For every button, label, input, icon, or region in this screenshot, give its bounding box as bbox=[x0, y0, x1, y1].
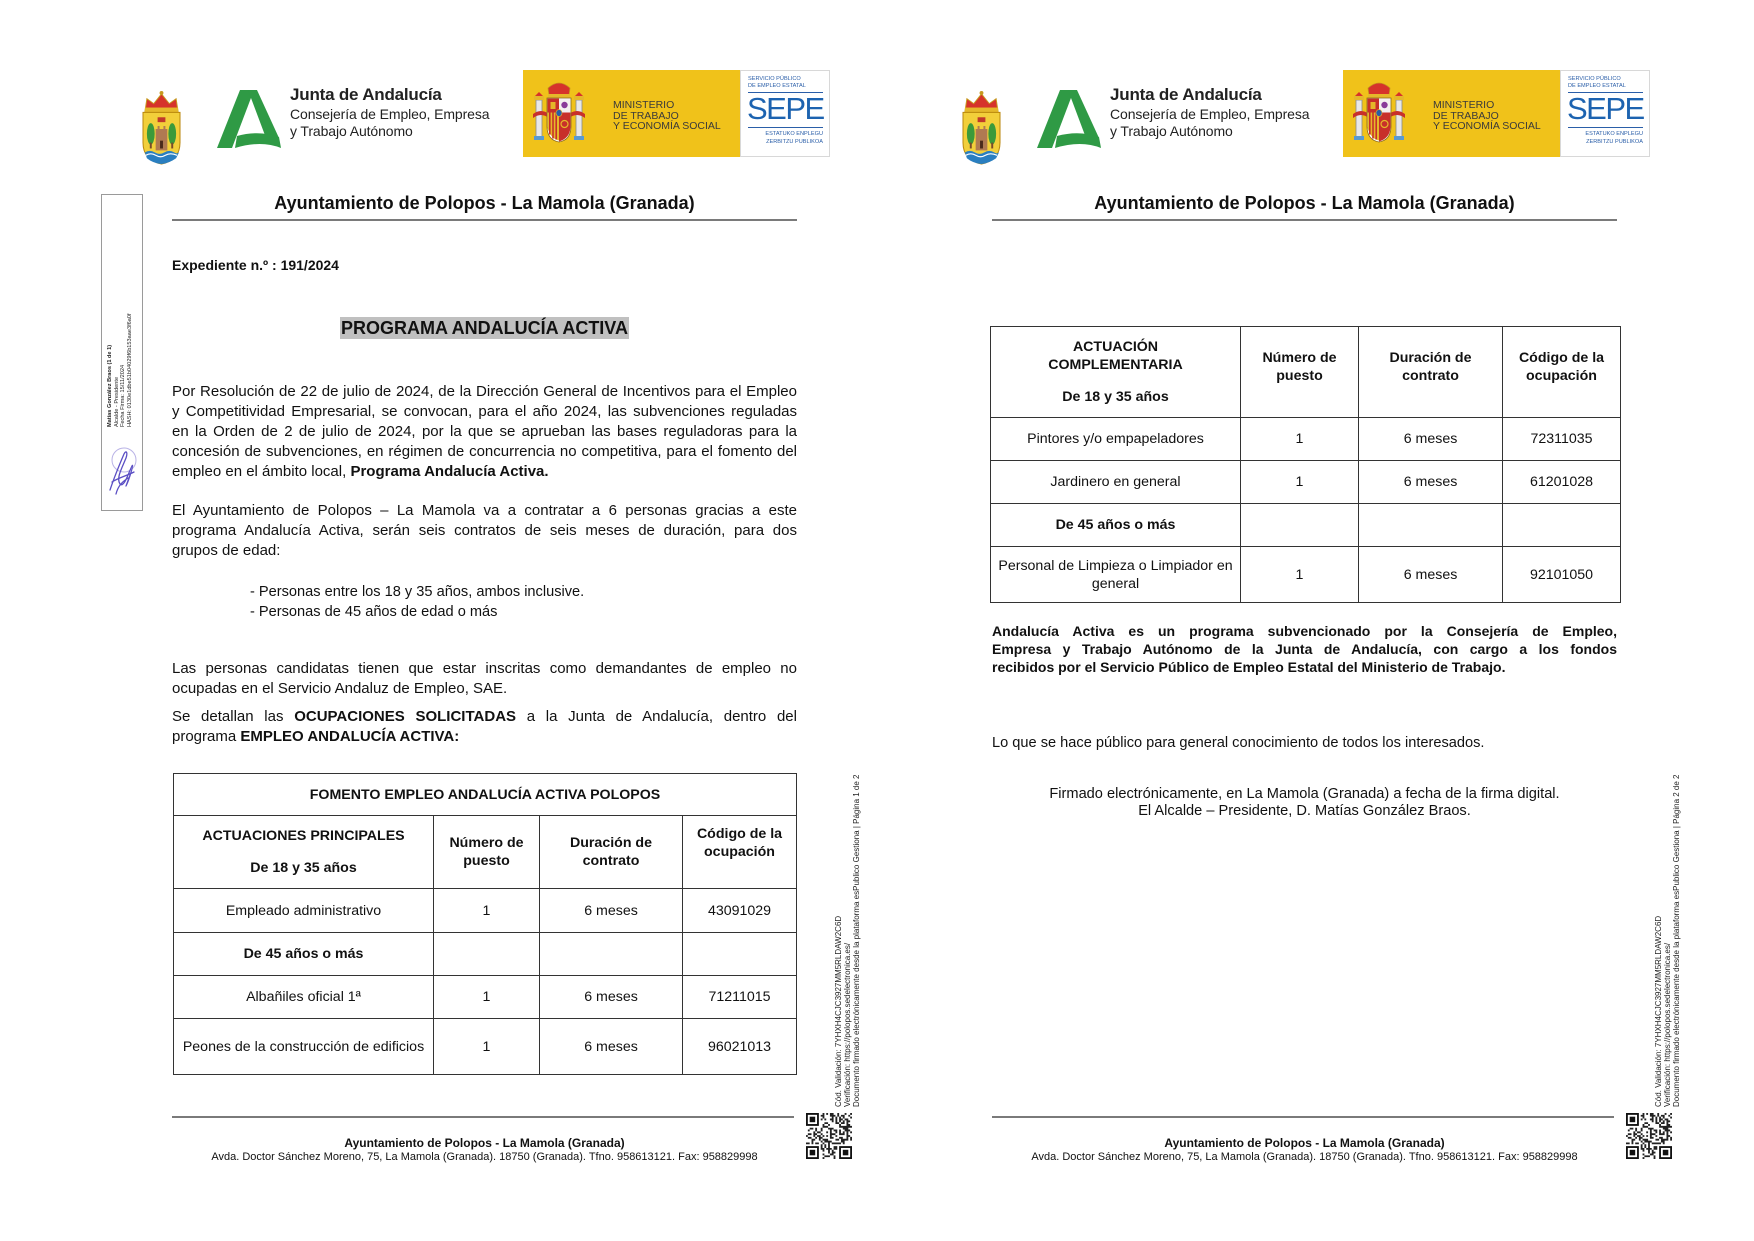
signature-stamp-text bbox=[107, 277, 133, 427]
junta-andalucia-wordmark bbox=[1110, 84, 1309, 140]
note-line: Andalucía Activa es un programa subvencionado por la Consejería de Empleo, bbox=[992, 623, 1617, 639]
spacer bbox=[179, 845, 428, 859]
paragraph-line bbox=[172, 727, 797, 747]
signed-document-note: Documento firmado electrónicamente desde la plataforma esPublico Gestiona | Página 2 de 2 bbox=[1672, 774, 1681, 1107]
cell-duracion: 6 meses bbox=[1359, 461, 1503, 504]
cell-codigo: 92101050 bbox=[1503, 547, 1621, 603]
junta-name: Junta de Andalucía bbox=[290, 85, 442, 104]
junta-andalucia-a-icon bbox=[1037, 90, 1101, 148]
cell-ocupacion: Personal de Limpieza o Limpiador en general bbox=[991, 547, 1241, 603]
sepe-top-line1: SERVICIO PÚBLICO bbox=[1568, 76, 1621, 82]
paragraph-line: Las personas candidatas tienen que estar inscritas como demandantes de empleo no bbox=[172, 660, 797, 677]
table-row bbox=[174, 1019, 797, 1075]
cell-ocupacion: Albañiles oficial 1ª bbox=[174, 976, 434, 1019]
table-row bbox=[991, 418, 1621, 461]
validation-strip bbox=[1654, 762, 1681, 1107]
sepe-bottom-line2: ZERBITZU PUBLIKOA bbox=[1586, 139, 1643, 145]
junta-department-line1: Consejería de Empleo, Empresa bbox=[290, 106, 490, 122]
footer-title: Ayuntamiento de Polopos - La Mamola (Granada) bbox=[1164, 1136, 1445, 1150]
footer-title: Ayuntamiento de Polopos - La Mamola (Granada) bbox=[344, 1136, 625, 1150]
ministerio-line3: Y ECONOMÍA SOCIAL bbox=[1433, 120, 1541, 132]
junta-andalucia-a-icon bbox=[217, 90, 281, 148]
polopos-coat-of-arms-icon bbox=[137, 90, 186, 166]
cell-group-label: De 45 años o más bbox=[991, 504, 1241, 547]
cell-codigo: 43091029 bbox=[683, 889, 797, 933]
organization-title: Ayuntamiento de Polopos - La Mamola (Granada) bbox=[274, 193, 695, 213]
note-line: Empresa y Trabajo Autónomo de la Junta de Andalucía, con cargo a los fondos bbox=[992, 641, 1617, 657]
ministerio-line1: MINISTERIO bbox=[613, 99, 675, 111]
complementary-occupations-table bbox=[990, 326, 1621, 603]
footer-address: Avda. Doctor Sánchez Moreno, 75, La Mamola (Granada). 18750 (Granada). Tfno. 958613121. Fax: 958829998 bbox=[1031, 1151, 1578, 1163]
verification-url: Verificación: https://polopos.sedelectronica.es/ bbox=[1663, 942, 1672, 1107]
document-page-2 bbox=[820, 0, 1700, 1241]
junta-department-line1: Consejería de Empleo, Empresa bbox=[1110, 106, 1310, 122]
header-divider bbox=[172, 219, 797, 221]
sepe-bottom-text bbox=[765, 130, 823, 146]
ministerio-name bbox=[1433, 100, 1541, 132]
cell-codigo: 71211015 bbox=[683, 976, 797, 1019]
sepe-logo bbox=[740, 70, 830, 157]
footer-divider bbox=[172, 1116, 794, 1118]
sepe-top-line1: SERVICIO PÚBLICO bbox=[748, 76, 801, 82]
funding-note bbox=[992, 622, 1617, 676]
footer-address: Avda. Doctor Sánchez Moreno, 75, La Mamola (Granada). 18750 (Granada). Tfno. 958613121. Fax: 958829998 bbox=[211, 1151, 758, 1163]
header-subtext: De 18 y 35 años bbox=[250, 860, 357, 876]
program-name-bold: Programa Andalucía Activa. bbox=[350, 463, 549, 480]
cell-puestos bbox=[1241, 504, 1359, 547]
table-title-row bbox=[174, 774, 797, 816]
signature-line2: El Alcalde – Presidente, D. Matías González Braos. bbox=[1138, 803, 1471, 819]
cell-puestos bbox=[434, 933, 540, 976]
cell-puestos: 1 bbox=[434, 889, 540, 933]
age-groups-list bbox=[250, 582, 584, 622]
paragraph-line bbox=[172, 462, 797, 482]
paragraph-text: a la Junta de Andalucía, dentro del bbox=[516, 708, 797, 725]
polopos-coat-of-arms-icon bbox=[957, 90, 1006, 166]
resolution-paragraph bbox=[172, 382, 797, 482]
program-heading: PROGRAMA ANDALUCÍA ACTIVA bbox=[341, 318, 628, 338]
column-header-codigo: Código de la ocupación bbox=[683, 816, 797, 889]
spain-coat-of-arms-icon bbox=[1353, 78, 1405, 148]
header-divider bbox=[992, 219, 1617, 221]
sepe-top-text bbox=[748, 76, 806, 90]
column-header-puestos: Número de puesto bbox=[434, 816, 540, 889]
cell-ocupacion: Pintores y/o empapeladores bbox=[991, 418, 1241, 461]
paragraph-text: Se detallan las bbox=[172, 708, 295, 725]
ministerio-trabajo-logo bbox=[523, 70, 740, 157]
table-row bbox=[174, 889, 797, 933]
header-subtext: De 18 y 35 años bbox=[1062, 389, 1169, 405]
paragraph-line: programa Andalucía Activa, serán seis contratos de seis meses de duración, para dos bbox=[172, 522, 797, 539]
paragraph-line: en la Orden de 2 de julio de 2024, por la que se aprueban las bases reguladoras para la bbox=[172, 423, 797, 440]
candidates-paragraph bbox=[172, 659, 797, 699]
list-item: - Personas entre los 18 y 35 años, ambos inclusive. bbox=[250, 584, 585, 600]
paragraph-text: programa bbox=[172, 728, 241, 745]
paragraph-line bbox=[172, 707, 797, 727]
hiring-paragraph bbox=[172, 501, 797, 561]
qr-code-icon bbox=[1626, 1113, 1672, 1159]
file-number: Expediente n.º : 191/2024 bbox=[172, 257, 339, 273]
signature-line1: Firmado electrónicamente, en La Mamola (Granada) a fecha de la firma digital. bbox=[1049, 786, 1560, 802]
header-text: ACTUACIONES PRINCIPALES bbox=[202, 828, 405, 844]
sepe-acronym: SEPE bbox=[1567, 91, 1644, 126]
occupations-intro-paragraph bbox=[172, 707, 797, 747]
junta-name: Junta de Andalucía bbox=[1110, 85, 1262, 104]
cell-puestos: 1 bbox=[1241, 461, 1359, 504]
sepe-top-text bbox=[1568, 76, 1626, 90]
cell-puestos: 1 bbox=[1241, 547, 1359, 603]
organization-title: Ayuntamiento de Polopos - La Mamola (Granada) bbox=[1094, 193, 1515, 213]
verification-url: Verificación: https://polopos.sedelectronica.es/ bbox=[843, 942, 852, 1107]
signer-role: Alcalde - Presidente bbox=[113, 376, 120, 427]
bold-text: EMPLEO ANDALUCÍA ACTIVA: bbox=[240, 728, 460, 745]
ministerio-line3: Y ECONOMÍA SOCIAL bbox=[613, 120, 721, 132]
cell-puestos: 1 bbox=[434, 976, 540, 1019]
sepe-top-line2: DE EMPLEO ESTATAL bbox=[748, 83, 806, 89]
ministerio-line2: DE TRABAJO bbox=[613, 109, 679, 122]
table-row bbox=[991, 547, 1621, 603]
closing-statement: Lo que se hace público para general conocimiento de todos los interesados. bbox=[992, 735, 1485, 751]
signature-block bbox=[992, 786, 1617, 820]
validation-code: Cód. Validación: 7YHXH4CJC3927MM5RLDAW2C6D bbox=[1654, 915, 1663, 1107]
paragraph-line: y Competitividad Empresarial, se convocan, para el año 2024, las subvenciones reguladas bbox=[172, 403, 797, 420]
sepe-bottom-line1: ESTATUKO ENPLEGU bbox=[1585, 131, 1643, 137]
column-header-duracion: Duración de contrato bbox=[540, 816, 683, 889]
signature-date: Fecha Firma: 15/11/2024 bbox=[120, 364, 126, 427]
signed-document-note: Documento firmado electrónicamente desde la plataforma esPublico Gestiona | Página 1 de 2 bbox=[852, 774, 861, 1107]
ministerio-name bbox=[613, 100, 721, 132]
cell-codigo bbox=[1503, 504, 1621, 547]
paragraph-line: ocupadas en el Servicio Andaluz de Empleo, SAE. bbox=[172, 680, 508, 697]
header-text: COMPLEMENTARIA bbox=[1048, 357, 1183, 373]
sepe-divider bbox=[748, 127, 823, 128]
paragraph-line: El Ayuntamiento de Polopos – La Mamola va a contratar a 6 personas gracias a este bbox=[172, 502, 797, 519]
list-item: - Personas de 45 años de edad o más bbox=[250, 604, 498, 620]
cell-duracion: 6 meses bbox=[1359, 418, 1503, 461]
footer-divider bbox=[992, 1116, 1614, 1118]
table-header-row bbox=[174, 816, 797, 889]
paragraph-text: empleo en el ámbito local, bbox=[172, 463, 351, 480]
sepe-top-line2: DE EMPLEO ESTATAL bbox=[1568, 83, 1626, 89]
handwritten-signature-icon bbox=[104, 438, 138, 498]
cell-duracion: 6 meses bbox=[540, 976, 683, 1019]
ministerio-line1: MINISTERIO bbox=[1433, 99, 1495, 111]
sepe-logo bbox=[1560, 70, 1650, 157]
ministerio-trabajo-logo bbox=[1343, 70, 1560, 157]
column-header-codigo: Código de la ocupación bbox=[1503, 327, 1621, 418]
cell-ocupacion: Peones de la construcción de edificios bbox=[174, 1019, 434, 1075]
table-title: FOMENTO EMPLEO ANDALUCÍA ACTIVA POLOPOS bbox=[174, 774, 797, 816]
paragraph-line: concesión de subvenciones, en régimen de concurrencia no competitiva, para el fomento del bbox=[172, 443, 797, 460]
column-header-actuaciones bbox=[174, 816, 434, 889]
table-row bbox=[174, 976, 797, 1019]
table-group-row bbox=[174, 933, 797, 976]
cell-duracion: 6 meses bbox=[540, 889, 683, 933]
bold-text: OCUPACIONES SOLICITADAS bbox=[294, 708, 517, 725]
cell-codigo: 72311035 bbox=[1503, 418, 1621, 461]
junta-department-line2: y Trabajo Autónomo bbox=[1110, 123, 1233, 139]
sepe-bottom-text bbox=[1585, 130, 1643, 146]
table-group-row bbox=[991, 504, 1621, 547]
signer-name: Matías González Braos (1 de 1) bbox=[107, 344, 113, 427]
program-heading-container bbox=[172, 317, 797, 339]
paragraph-line: grupos de edad: bbox=[172, 542, 281, 559]
spacer bbox=[996, 374, 1235, 388]
cell-ocupacion: Empleado administrativo bbox=[174, 889, 434, 933]
sepe-acronym: SEPE bbox=[747, 91, 824, 126]
column-header-duracion: Duración de contrato bbox=[1359, 327, 1503, 418]
ministerio-line2: DE TRABAJO bbox=[1433, 109, 1499, 122]
signature-hash: HASH: 0130e1dbe51b04029f6b153aae3f6a0f bbox=[126, 313, 133, 427]
sepe-bottom-line1: ESTATUKO ENPLEGU bbox=[765, 131, 823, 137]
validation-code: Cód. Validación: 7YHXH4CJC3927MM5RLDAW2C6D bbox=[834, 915, 843, 1107]
spain-coat-of-arms-icon bbox=[533, 78, 585, 148]
note-line: recibidos por el Servicio Público de Empleo Estatal del Ministerio de Trabajo. bbox=[992, 659, 1506, 675]
sepe-divider bbox=[1568, 127, 1643, 128]
cell-duracion bbox=[1359, 504, 1503, 547]
header-text: ACTUACIÓN bbox=[1072, 339, 1159, 355]
table-row bbox=[991, 461, 1621, 504]
junta-department-line2: y Trabajo Autónomo bbox=[290, 123, 413, 139]
junta-andalucia-wordmark bbox=[290, 84, 489, 140]
cell-duracion: 6 meses bbox=[540, 1019, 683, 1075]
cell-duracion: 6 meses bbox=[1359, 547, 1503, 603]
main-occupations-table bbox=[173, 773, 797, 1075]
cell-group-label: De 45 años o más bbox=[174, 933, 434, 976]
cell-puestos: 1 bbox=[434, 1019, 540, 1075]
cell-duracion bbox=[540, 933, 683, 976]
column-header-actuacion bbox=[991, 327, 1241, 418]
cell-codigo bbox=[683, 933, 797, 976]
paragraph-line: Por Resolución de 22 de julio de 2024, de la Dirección General de Incentivos para el Empleo bbox=[172, 383, 797, 400]
sepe-bottom-line2: ZERBITZU PUBLIKOA bbox=[766, 139, 823, 145]
table-header-row bbox=[991, 327, 1621, 418]
column-header-puestos: Número de puesto bbox=[1241, 327, 1359, 418]
cell-ocupacion: Jardinero en general bbox=[991, 461, 1241, 504]
cell-puestos: 1 bbox=[1241, 418, 1359, 461]
cell-codigo: 61201028 bbox=[1503, 461, 1621, 504]
cell-codigo: 96021013 bbox=[683, 1019, 797, 1075]
